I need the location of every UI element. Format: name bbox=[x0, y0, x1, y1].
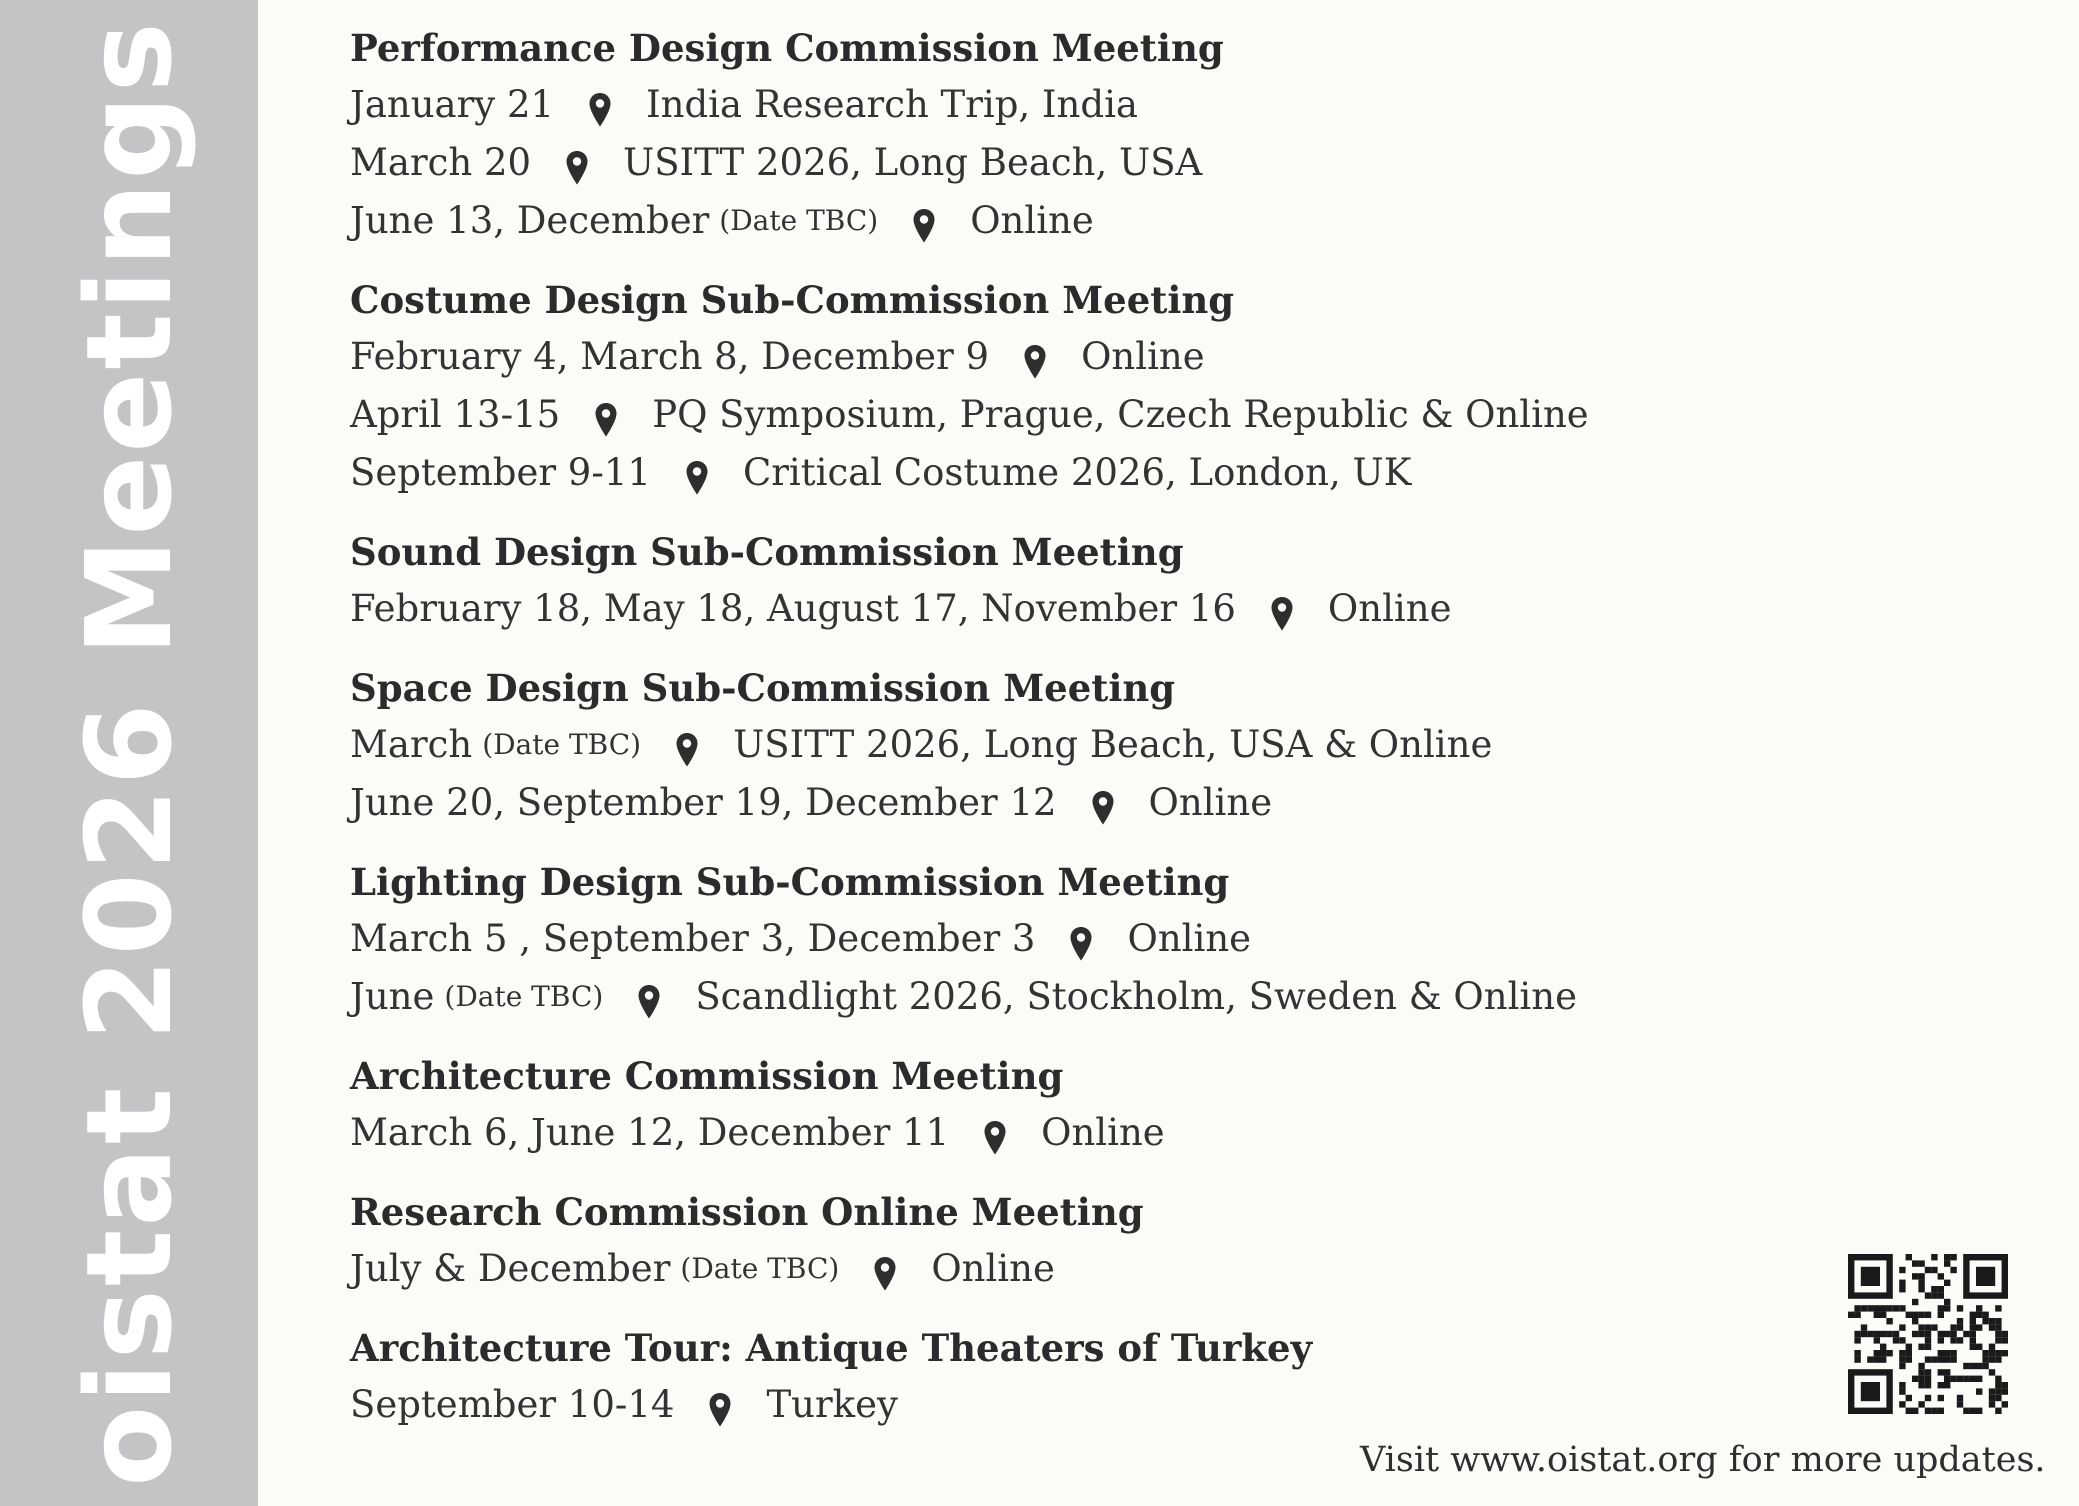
map-pin-icon bbox=[685, 455, 709, 491]
entry-date: February 18, May 18, August 17, November 16 bbox=[350, 587, 1236, 630]
entry-location: India Research Trip, India bbox=[646, 83, 1138, 126]
meeting-entry bbox=[350, 580, 1750, 638]
meeting-section bbox=[350, 1184, 1750, 1298]
meeting-entry bbox=[350, 386, 1750, 444]
entry-location: Online bbox=[1127, 917, 1252, 960]
meeting-entry bbox=[350, 444, 1750, 502]
map-pin-icon bbox=[1091, 785, 1115, 821]
entry-location: USITT 2026, Long Beach, USA bbox=[623, 141, 1203, 184]
map-pin-icon bbox=[708, 1387, 732, 1423]
entry-date: March 5 , September 3, December 3 bbox=[350, 917, 1036, 960]
section-title: Research Commission Online Meeting bbox=[350, 1190, 1144, 1234]
meeting-section bbox=[350, 20, 1750, 250]
map-pin-icon bbox=[1069, 921, 1093, 957]
map-pin-icon bbox=[1023, 339, 1047, 375]
entry-note: (Date TBC) bbox=[719, 204, 879, 237]
meeting-entry bbox=[350, 76, 1750, 134]
entry-date: June 13, December bbox=[350, 199, 710, 242]
entry-note: (Date TBC) bbox=[444, 980, 604, 1013]
meeting-entry bbox=[350, 192, 1750, 250]
entry-location: PQ Symposium, Prague, Czech Republic & Online bbox=[652, 393, 1589, 436]
section-title: Lighting Design Sub-Commission Meeting bbox=[350, 860, 1230, 904]
map-pin-icon bbox=[1270, 591, 1294, 627]
sidebar bbox=[0, 0, 258, 1506]
meeting-entry bbox=[350, 968, 1750, 1026]
meeting-entry bbox=[350, 1104, 1750, 1162]
map-pin-icon bbox=[594, 397, 618, 433]
meeting-entry bbox=[350, 774, 1750, 832]
map-pin-icon bbox=[983, 1115, 1007, 1151]
meeting-section bbox=[350, 524, 1750, 638]
meeting-section bbox=[350, 660, 1750, 832]
entry-date: March 6, June 12, December 11 bbox=[350, 1111, 950, 1154]
section-title: Architecture Commission Meeting bbox=[350, 1054, 1064, 1098]
entry-note: (Date TBC) bbox=[680, 1252, 840, 1285]
footer-note: Visit www.oistat.org for more updates. bbox=[1360, 1440, 2046, 1480]
map-pin-icon bbox=[675, 727, 699, 763]
meetings-list bbox=[350, 20, 1750, 1456]
entry-date: March bbox=[350, 723, 473, 766]
entry-date: July & December bbox=[350, 1247, 671, 1290]
map-pin-icon bbox=[588, 87, 612, 123]
entry-location: Online bbox=[931, 1247, 1055, 1290]
entry-location: USITT 2026, Long Beach, USA & Online bbox=[733, 723, 1493, 766]
entry-location: Online bbox=[970, 199, 1094, 242]
meeting-entry bbox=[350, 716, 1750, 774]
meeting-entry bbox=[350, 328, 1750, 386]
entry-location: Critical Costume 2026, London, UK bbox=[742, 451, 1412, 494]
entry-date: September 9-11 bbox=[350, 451, 651, 494]
entry-location: Online bbox=[1327, 587, 1452, 630]
meeting-section bbox=[350, 854, 1750, 1026]
section-title: Architecture Tour: Antique Theaters of Turkey bbox=[350, 1326, 1313, 1370]
section-title: Costume Design Sub-Commission Meeting bbox=[350, 278, 1235, 322]
map-pin-icon bbox=[912, 203, 936, 239]
entry-location: Scandlight 2026, Stockholm, Sweden & Online bbox=[695, 975, 1577, 1018]
entry-location: Online bbox=[1081, 335, 1205, 378]
map-pin-icon bbox=[565, 145, 589, 181]
entry-date: February 4, March 8, December 9 bbox=[350, 335, 990, 378]
sidebar-title: oistat 2026 Meetings bbox=[60, 19, 198, 1487]
entry-note: (Date TBC) bbox=[482, 728, 642, 761]
meeting-entry bbox=[350, 910, 1750, 968]
entry-location: Online bbox=[1148, 781, 1273, 824]
entry-date: June 20, September 19, December 12 bbox=[350, 781, 1057, 824]
entry-date: June bbox=[350, 975, 435, 1018]
entry-date: March 20 bbox=[350, 141, 532, 184]
section-title: Performance Design Commission Meeting bbox=[350, 26, 1224, 70]
meeting-entry bbox=[350, 1240, 1750, 1298]
meeting-section bbox=[350, 272, 1750, 502]
section-title: Space Design Sub-Commission Meeting bbox=[350, 666, 1176, 710]
entry-location: Online bbox=[1041, 1111, 1165, 1154]
entry-date: January 21 bbox=[350, 83, 555, 126]
entry-date: April 13-15 bbox=[350, 393, 561, 436]
qr-code-icon[interactable] bbox=[1848, 1254, 2008, 1414]
meeting-entry bbox=[350, 134, 1750, 192]
map-pin-icon bbox=[637, 979, 661, 1015]
meeting-entry bbox=[350, 1376, 1750, 1434]
meeting-section bbox=[350, 1320, 1750, 1434]
entry-date: September 10-14 bbox=[350, 1383, 675, 1426]
map-pin-icon bbox=[873, 1251, 897, 1287]
entry-location: Turkey bbox=[766, 1383, 898, 1426]
section-title: Sound Design Sub-Commission Meeting bbox=[350, 530, 1184, 574]
meeting-section bbox=[350, 1048, 1750, 1162]
